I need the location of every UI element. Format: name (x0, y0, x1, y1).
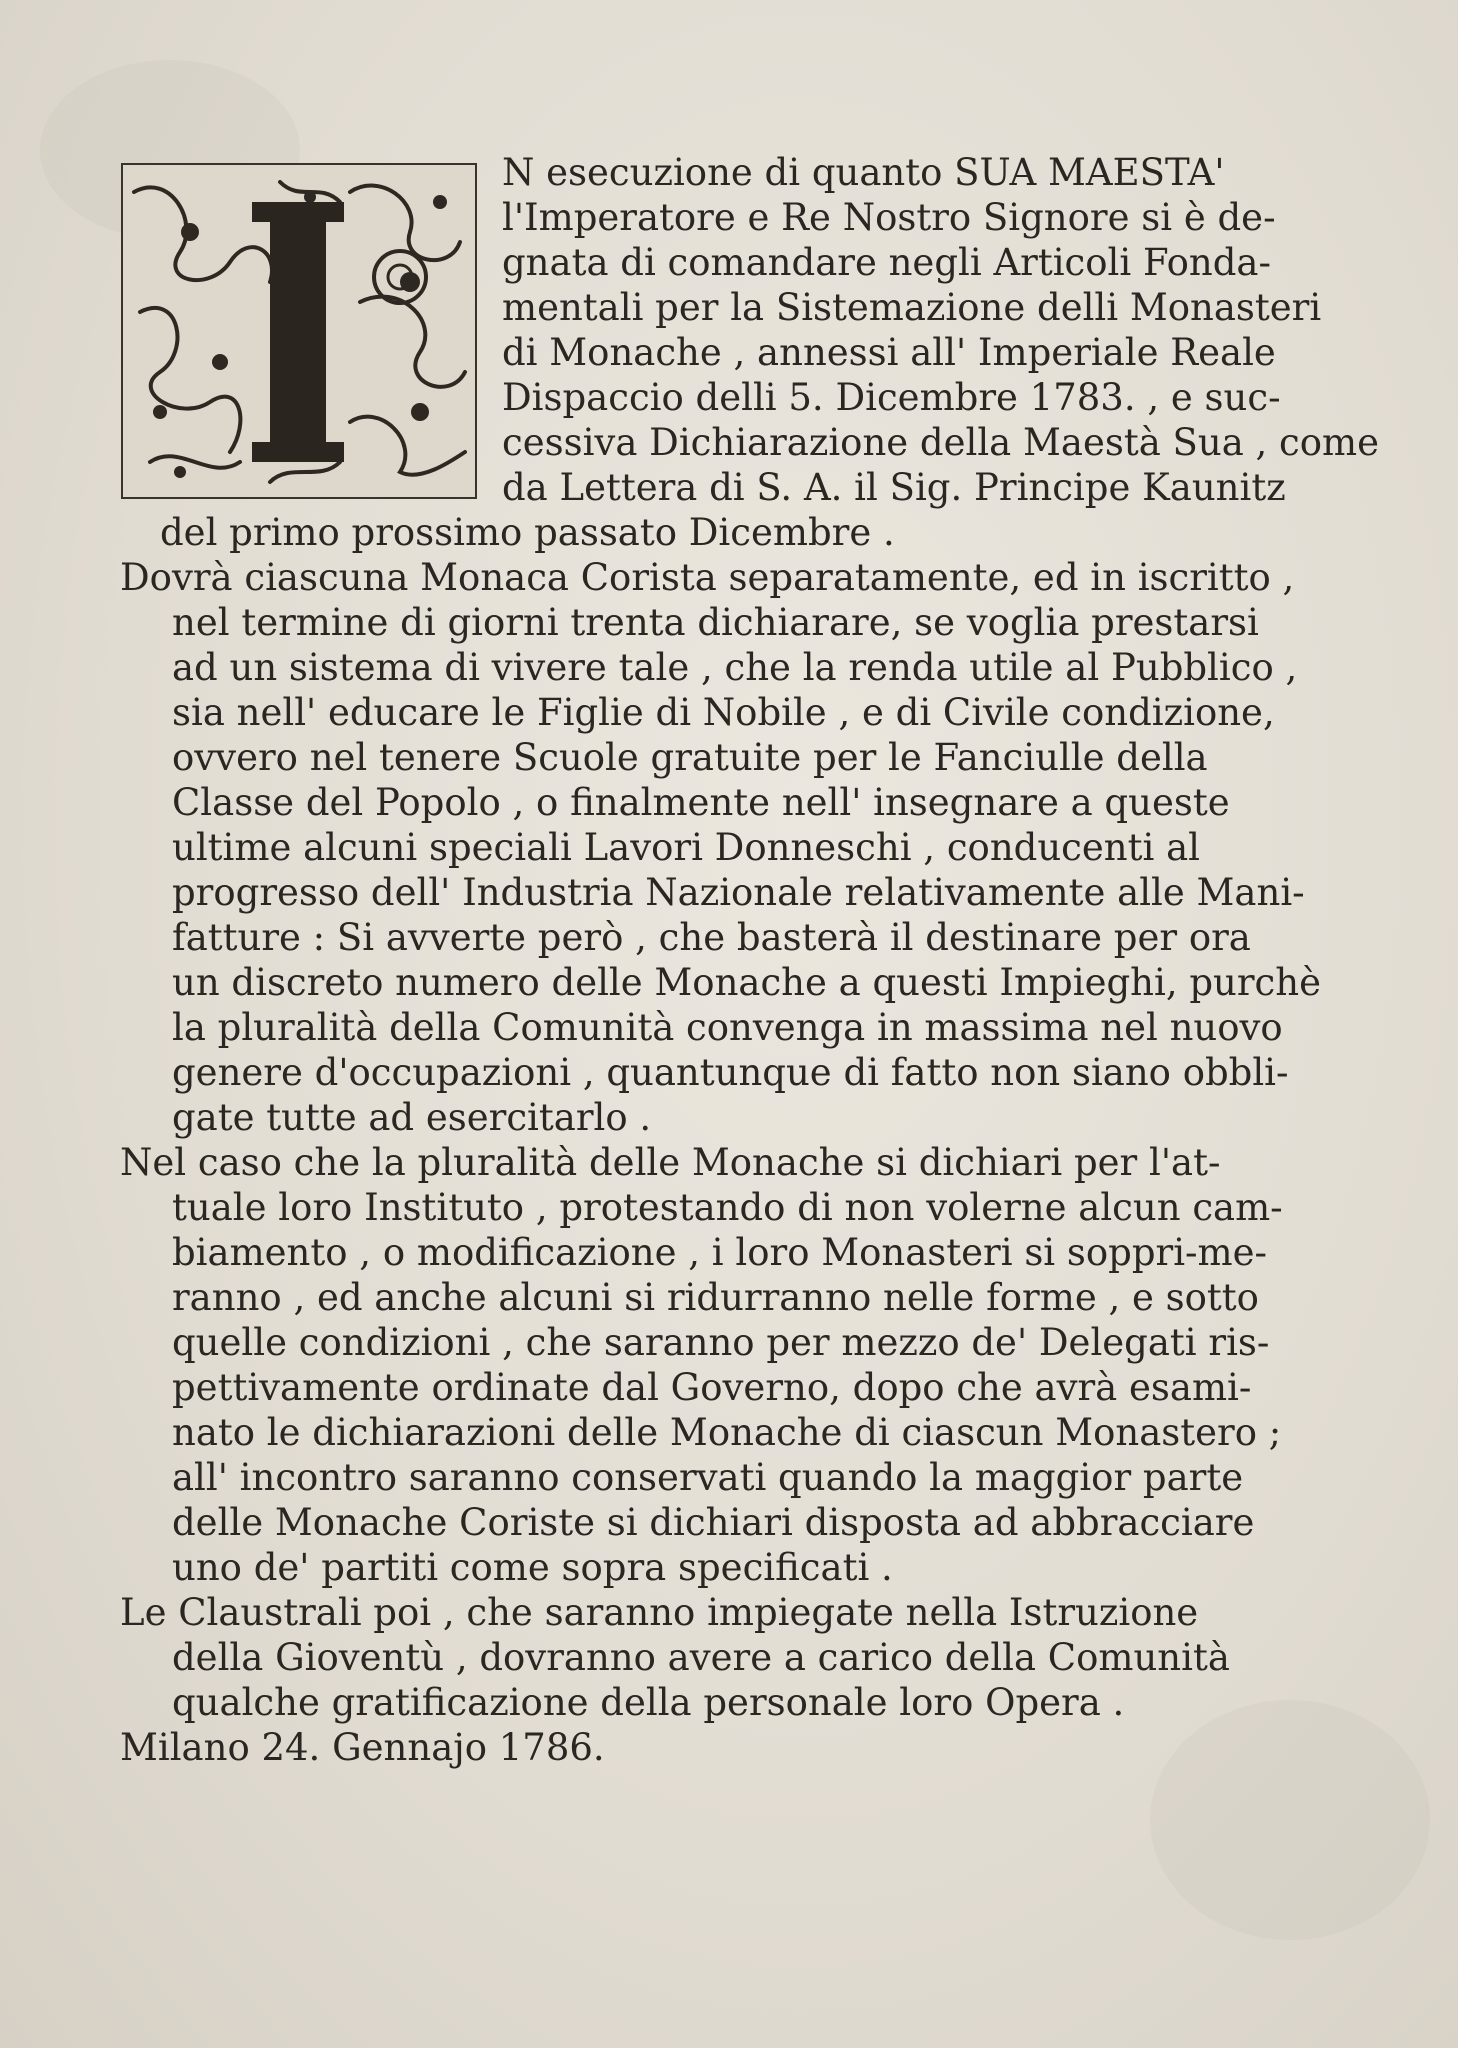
text-line: Nel caso che la pluralità delle Monache si dichiari per l'at- (120, 1141, 1221, 1184)
text-line: all' incontro saranno conservati quando la maggior parte (172, 1456, 1244, 1499)
text-line: cessiva Dichiarazione della Maestà Sua , come (502, 421, 1380, 464)
text-line: mentali per la Sistemazione delli Monasteri (502, 286, 1322, 329)
text-line: ovvero nel tenere Scuole gratuite per le Fanciulle della (172, 736, 1208, 779)
decree-text (120, 150, 1380, 1770)
text-line: quelle condizioni , che saranno per mezzo de' Delegati ris- (172, 1321, 1270, 1364)
text-line: gnata di comandare negli Articoli Fonda- (502, 241, 1271, 284)
text-line: l'Imperatore e Re Nostro Signore si è de- (502, 196, 1276, 239)
text-line: ad un sistema di vivere tale , che la renda utile al Pubblico , (172, 646, 1298, 689)
text-line: Dispaccio delli 5. Dicembre 1783. , e suc- (502, 376, 1281, 419)
text-line: Dovrà ciascuna Monaca Corista separatamente, ed in iscritto , (120, 556, 1295, 599)
text-line: biamento , o modificazione , i loro Monasteri si soppri-me- (172, 1231, 1268, 1274)
text-line: nato le dichiarazioni delle Monache di ciascun Monastero ; (172, 1411, 1282, 1454)
place-date: Milano 24. Gennajo 1786. (120, 1726, 605, 1769)
text-line: del primo prossimo passato Dicembre . (160, 511, 895, 554)
text-line: genere d'occupazioni , quantunque di fatto non siano obbli- (172, 1051, 1289, 1094)
text-line: gate tutte ad esercitarlo . (172, 1096, 652, 1139)
text-line: qualche gratificazione della personale loro Opera . (172, 1681, 1125, 1724)
text-line: tuale loro Instituto , protestando di non volerne alcun cam- (172, 1186, 1283, 1229)
text-line: della Gioventù , dovranno avere a carico della Comunità (172, 1636, 1230, 1679)
text-line: ultime alcuni speciali Lavori Donneschi , conducenti al (172, 826, 1200, 869)
text-line: Classe del Popolo , o finalmente nell' insegnare a queste (172, 781, 1230, 824)
text-line: progresso dell' Industria Nazionale relativamente alle Mani- (172, 871, 1305, 914)
text-line: pettivamente ordinate dal Governo, dopo che avrà esami- (172, 1366, 1252, 1409)
text-line: nel termine di giorni trenta dichiarare, se voglia prestarsi (172, 601, 1259, 644)
text-line: delle Monache Coriste si dichiari disposta ad abbracciare (172, 1501, 1255, 1544)
text-line: ranno , ed anche alcuni si ridurranno nelle forme , e sotto (172, 1276, 1259, 1319)
text-line: Le Claustrali poi , che saranno impiegate nella Istruzione (120, 1591, 1199, 1634)
text-line: la pluralità della Comunità convenga in massima nel nuovo (172, 1006, 1283, 1049)
decorated-initial-i (120, 162, 478, 500)
text-line: un discreto numero delle Monache a questi Impieghi, purchè (172, 961, 1321, 1004)
text-line: fatture : Si avverte però , che basterà il destinare per ora (172, 916, 1251, 959)
text-line: N esecuzione di quanto SUA MAESTA' (502, 151, 1225, 194)
text-line: da Lettera di S. A. il Sig. Principe Kaunitz (502, 466, 1286, 509)
text-line: di Monache , annessi all' Imperiale Reale (502, 331, 1276, 374)
text-line: uno de' partiti come sopra specificati . (172, 1546, 893, 1589)
text-line: sia nell' educare le Figlie di Nobile , e di Civile condizione, (172, 691, 1275, 734)
